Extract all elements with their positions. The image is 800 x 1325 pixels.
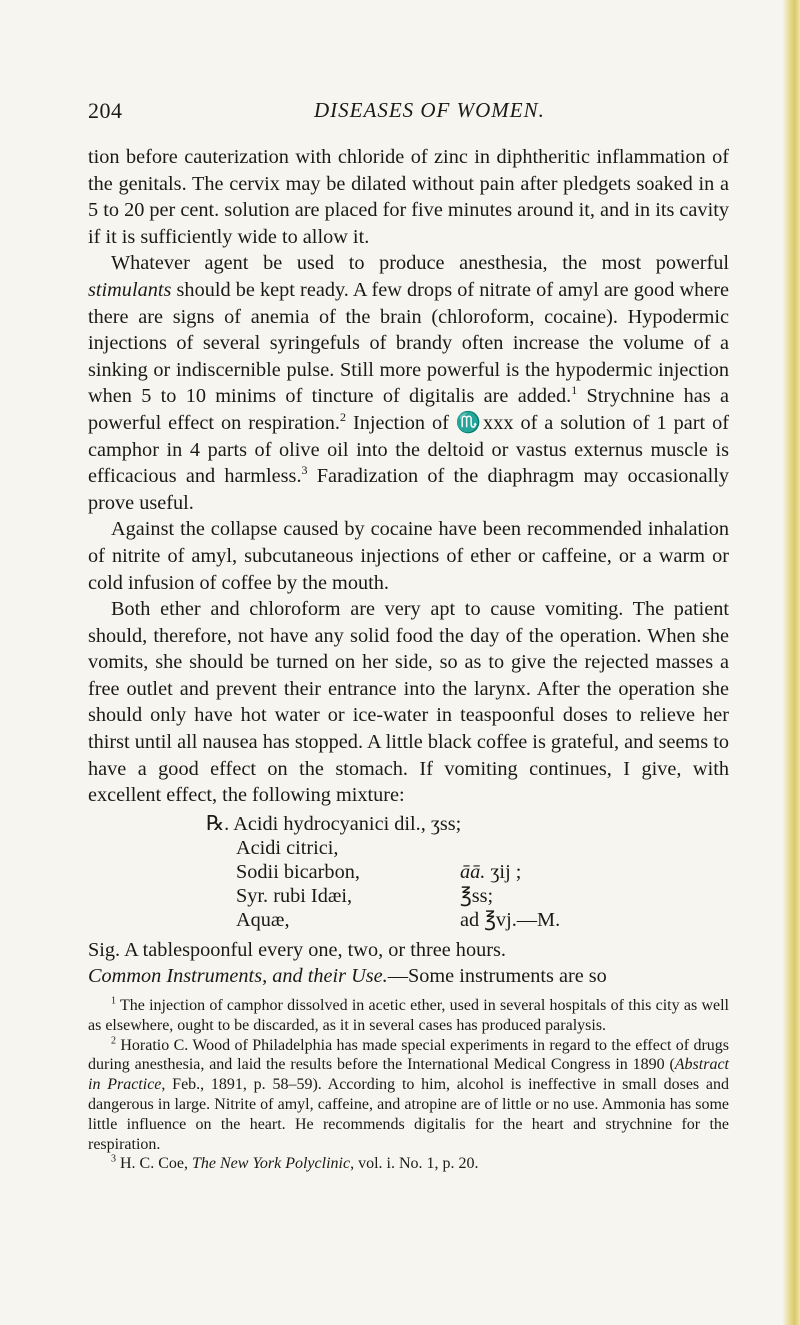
section-text: —Some instruments are so [387, 965, 607, 988]
paragraph-2 [88, 250, 729, 516]
prescription-line-2: Acidi citrici, [236, 836, 339, 859]
footnote-1-mark: 1 [111, 995, 116, 1007]
prescription [88, 811, 729, 931]
footnote-3-text-a: H. C. Coe, [116, 1155, 192, 1173]
prescription-qty-3-amount: ʒij ; [485, 860, 522, 883]
prescription-qty-3 [460, 859, 521, 886]
paragraph-1: tion before cauterization with chloride of zinc in diphtheritic inflammation of the genitals. The cervix may be dilated without pain after pledgets soaked in a 5 to 20 per cent. solution are placed for five minutes around it, and in its cavity if it is sufficiently wide to allow it. [88, 146, 729, 248]
prescription-sig: Sig. A tablespoonful every one, two, or three hours. [88, 938, 506, 961]
footnote-3 [88, 1154, 729, 1174]
emphasis-stimulants: stimulants [88, 278, 172, 301]
paragraph-2-a: Whatever agent be used to produce anesthesia, the most powerful [111, 252, 729, 275]
paragraph-2-d: Strychnine has a powerful effect on respiration. [88, 385, 729, 434]
prescription-qty-3-aa: āā. [460, 860, 486, 883]
prescription-line-5: Aquæ, [236, 908, 290, 931]
prescription-qty-4: ℥ss; [460, 884, 494, 907]
footnote-ref-1: 1 [571, 383, 578, 398]
footnote-3-citation: The New York Polyclinic [192, 1155, 351, 1173]
paragraph-3: Against the collapse caused by cocaine have been recommended inhalation of nitrite of amyl, subcutaneous injections of ether or caffeine, or a warm or cold infusion of coffee by the mouth. [88, 518, 729, 594]
prescription-line-4: Syr. rubi Idæi, [236, 884, 353, 907]
body-text [88, 144, 729, 990]
footnote-2-text-a: Horatio C. Wood of Philadelphia has made special experiments in regard to the effect of drugs during anesthesia, and laid the results before the International Medical Congress in 1890 ( [88, 1036, 729, 1074]
page-header [88, 98, 728, 128]
paragraph-4: Both ether and chloroform are very apt to cause vomiting. The patient should, therefore, not have any solid food the day of the operation. When she vomits, she should be turned on her side, so as to give the rejected masses a free outlet and prevent their entrance into the larynx. After the operation she should only have hot water or ice-water in teaspoonful doses to relieve her thirst until all nausea has stopped. A little black coffee is grateful, and seems to have a good effect on the stomach. If vomiting continues, I give, with excellent effect, the following mixture: [88, 598, 729, 807]
footnote-2-text-b: , Feb., 1891, p. 58–59). According to him, alcohol is ineffective in small doses and dangerous in large. Nitrite of amyl, caffeine, and atropine are of little or no use. Ammonia has some little influence on the heart. He recommends digitalis for the heart and strychnine for the respiration. [88, 1076, 730, 1153]
paragraph-2-f: Faradization of the diaphragm may occasionally prove useful. [88, 465, 729, 514]
footnote-2-citation: Abstract in Practice [88, 1056, 729, 1094]
running-title: DISEASES OF WOMEN. [314, 98, 545, 122]
footnote-2 [88, 1036, 729, 1155]
prescription-line-1: ℞. Acidi hydrocyanici dil., ʒss; [206, 812, 462, 835]
footnote-1 [88, 996, 729, 1036]
page-number: 204 [88, 98, 123, 123]
paragraph-2-e: Injection of ♏xxx of a solution of 1 part of camphor in 4 parts of olive oil into the deltoid or vastus externus muscle is efficacious and harmless. [88, 411, 729, 488]
footnote-1-text: The injection of camphor dissolved in acetic ether, used in several hospitals of this city as well as elsewhere, ought to be discarded, as it in several cases has produced paralysis. [88, 997, 729, 1034]
paragraph-2-c: should be kept ready. A few drops of nitrate of amyl are good where there are signs of anemia of the brain (chloroform, cocaine). Hypodermic injections of several syringefuls of brandy often increase the volume of a sinking or indiscernible pulse. Still more powerful is the hypodermic injection when 5 to 10 minims of tincture of digitalis are added. [88, 278, 729, 408]
footnotes [88, 996, 729, 1174]
footnote-ref-3: 3 [301, 463, 308, 478]
footnote-3-text-b: , vol. i. No. 1, p. 20. [350, 1155, 479, 1173]
prescription-qty-5: ad ℥vj.—M. [460, 908, 561, 931]
footnote-2-mark: 2 [111, 1035, 116, 1047]
prescription-line-3: Sodii bicarbon, [236, 860, 360, 883]
footnote-ref-2: 2 [340, 410, 346, 425]
footnote-3-mark: 3 [111, 1154, 116, 1166]
section-paragraph [88, 963, 729, 990]
section-heading: Common Instruments, and their Use. [88, 965, 388, 988]
page-edge-discoloration [782, 0, 800, 1325]
